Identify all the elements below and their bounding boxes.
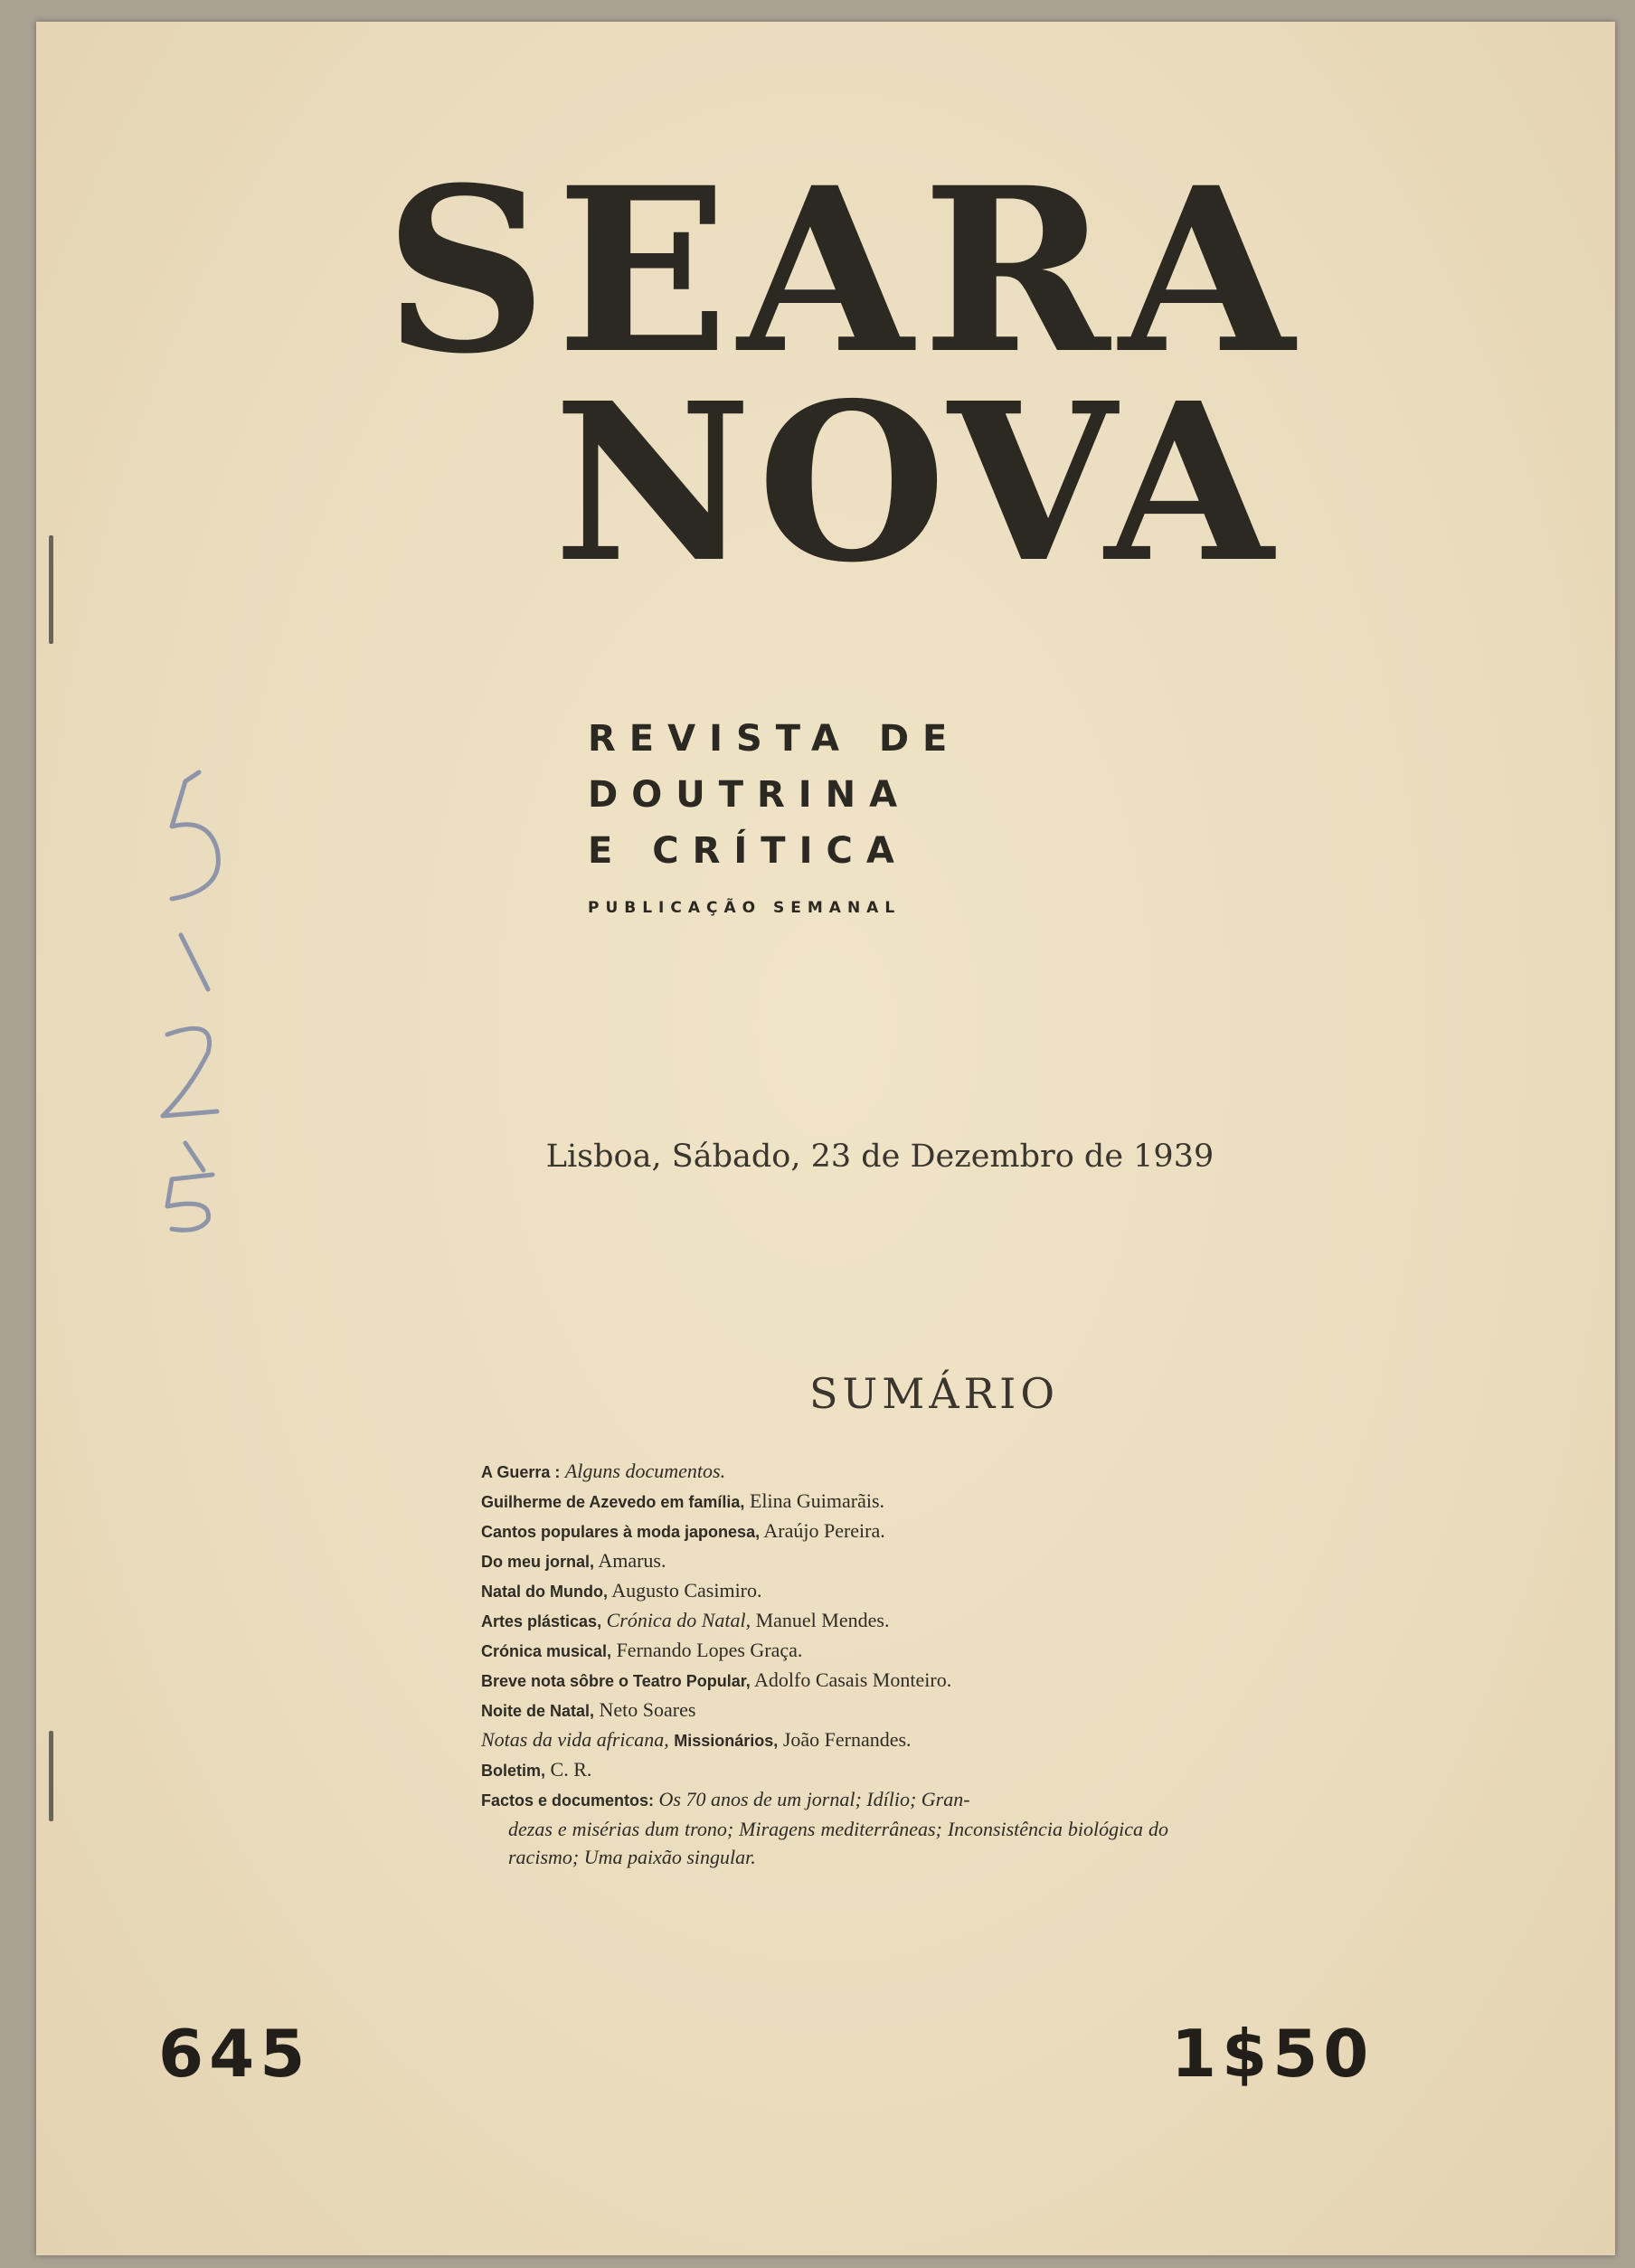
item-author: Araújo Pereira.	[763, 1519, 885, 1542]
item-detail-continuation: dezas e misérias dum trono; Miragens mediterrâneas; Inconsistência biológica do racismo; Uma paixão singular.	[508, 1818, 1168, 1868]
item-lead: Notas da vida africana,	[481, 1728, 669, 1751]
list-item	[481, 1546, 1168, 1576]
item-author: Adolfo Casais Monteiro.	[754, 1668, 952, 1691]
item-section: Factos e documentos:	[481, 1791, 655, 1810]
publication-frequency: PUBLICAÇÃO SEMANAL	[588, 899, 902, 917]
magazine-cover	[36, 22, 1615, 2255]
item-section: Missionários,	[674, 1732, 779, 1750]
list-item	[481, 1487, 1168, 1517]
list-item	[481, 1606, 1168, 1636]
list-item	[481, 1517, 1168, 1546]
item-subtitle: Crónica do Natal,	[606, 1609, 751, 1631]
item-section: Artes plásticas,	[481, 1612, 602, 1630]
item-author: Manuel Mendes.	[755, 1609, 890, 1631]
subtitle-line2: DOUTRINA	[588, 774, 912, 816]
item-author: Augusto Casimiro.	[611, 1579, 762, 1602]
list-item	[481, 1636, 1168, 1666]
table-of-contents	[481, 1457, 1168, 1871]
item-author: Amarus.	[598, 1549, 666, 1572]
item-author: Neto Soares	[599, 1698, 696, 1721]
item-section: Boletim,	[481, 1762, 546, 1780]
subtitle-block	[588, 711, 1013, 917]
item-section: Crónica musical,	[481, 1642, 612, 1660]
item-author: C. R.	[550, 1758, 592, 1781]
list-item	[481, 1457, 1168, 1487]
price: 1$50	[1171, 2016, 1375, 2092]
item-detail: Alguns documentos.	[564, 1460, 726, 1482]
item-section: Breve nota sôbre o Teatro Popular,	[481, 1672, 751, 1690]
dateline: Lisboa, Sábado, 23 de Dezembro de 1939	[545, 1139, 1214, 1175]
masthead-line1: SEARA	[383, 137, 1304, 403]
list-item	[481, 1696, 1168, 1725]
issue-number: 645	[158, 2016, 311, 2092]
item-author: João Fernandes.	[782, 1728, 912, 1751]
item-section: Noite de Natal,	[481, 1702, 595, 1720]
item-section: Natal do Mundo,	[481, 1583, 608, 1601]
item-section: Do meu jornal,	[481, 1553, 595, 1571]
item-author: Elina Guimarãis.	[749, 1489, 885, 1512]
list-item	[481, 1666, 1168, 1696]
list-item	[481, 1785, 1168, 1871]
list-item	[481, 1755, 1168, 1785]
subtitle-line3: E CRÍTICA	[588, 830, 908, 872]
list-item	[481, 1725, 1168, 1755]
summary-title: SUMÁRIO	[808, 1369, 1060, 1418]
item-detail-first-line: Os 70 anos de um jornal; Idílio; Gran-	[658, 1788, 970, 1810]
masthead-line2: NOVA	[553, 355, 1279, 610]
list-item	[481, 1576, 1168, 1606]
handwritten-note-text: 5-2-25	[99, 763, 103, 764]
subtitle-line1: REVISTA DE	[588, 718, 961, 760]
item-section: Guilherme de Azevedo em família,	[481, 1493, 745, 1511]
item-section: Cantos populares à moda japonesa,	[481, 1523, 761, 1541]
item-author: Fernando Lopes Graça.	[616, 1639, 803, 1661]
item-section: A Guerra :	[481, 1463, 561, 1481]
staple-bottom	[49, 1731, 53, 1821]
